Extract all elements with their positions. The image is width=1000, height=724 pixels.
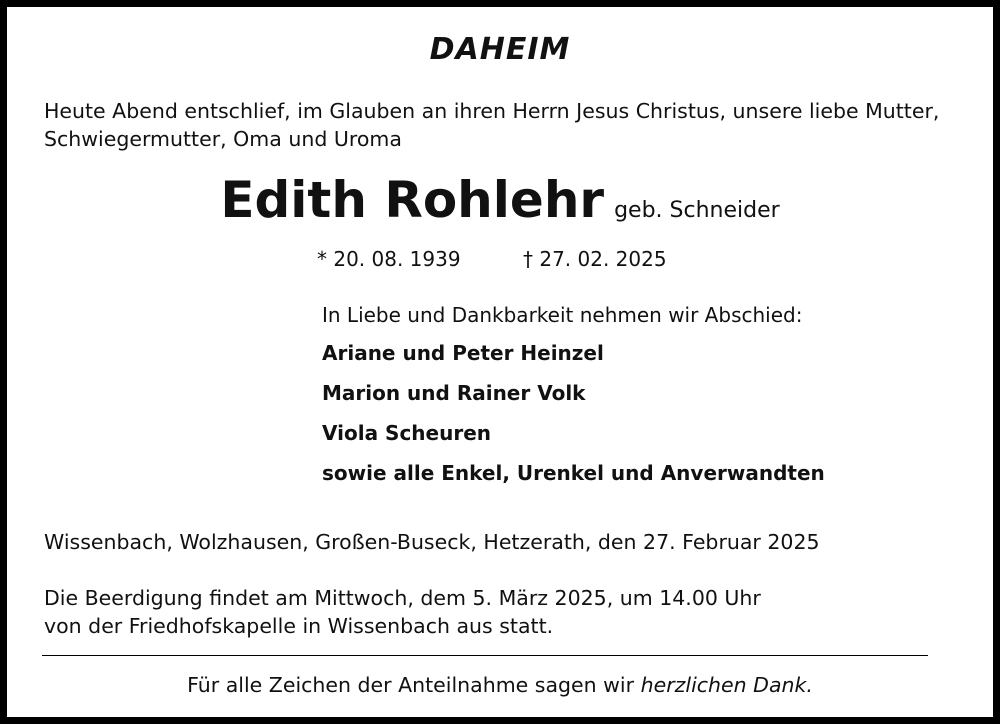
death-date: † 27. 02. 2025	[523, 247, 667, 271]
name-line	[7, 171, 993, 229]
birth-date: * 20. 08. 1939	[317, 247, 461, 271]
thanks-text: Für alle Zeichen der Anteilnahme sagen wir	[187, 673, 635, 697]
mourners-intro: In Liebe und Dankbarkeit nehmen wir Abschied:	[322, 303, 803, 327]
mourner-item: Ariane und Peter Heinzel	[322, 341, 604, 365]
mourner-item: Viola Scheuren	[322, 421, 492, 445]
mourner-item: sowie alle Enkel, Urenkel und Anverwandten	[322, 461, 825, 485]
thanks-line	[7, 673, 993, 697]
funeral-line-1: Die Beerdigung findet am Mittwoch, dem 5. März 2025, um 14.00 Uhr	[44, 586, 761, 610]
thanks-emphasis: herzlichen Dank.	[640, 673, 813, 697]
deceased-name: Edith Rohlehr	[220, 171, 605, 229]
funeral-line-2: von der Friedhofskapelle in Wissenbach aus statt.	[44, 614, 554, 638]
intro-line-1: Heute Abend entschlief, im Glauben an ihren Herrn Jesus Christus, unsere liebe Mutter,	[44, 99, 940, 123]
intro-line-2: Schwiegermutter, Oma und Uroma	[44, 127, 402, 151]
divider-line	[42, 655, 928, 656]
mourner-item: Marion und Rainer Volk	[322, 381, 586, 405]
place-and-date: Wissenbach, Wolzhausen, Großen-Buseck, Hetzerath, den 27. Februar 2025	[44, 530, 820, 554]
maiden-name: geb. Schneider	[614, 198, 780, 223]
notice-heading: DAHEIM	[429, 32, 571, 67]
